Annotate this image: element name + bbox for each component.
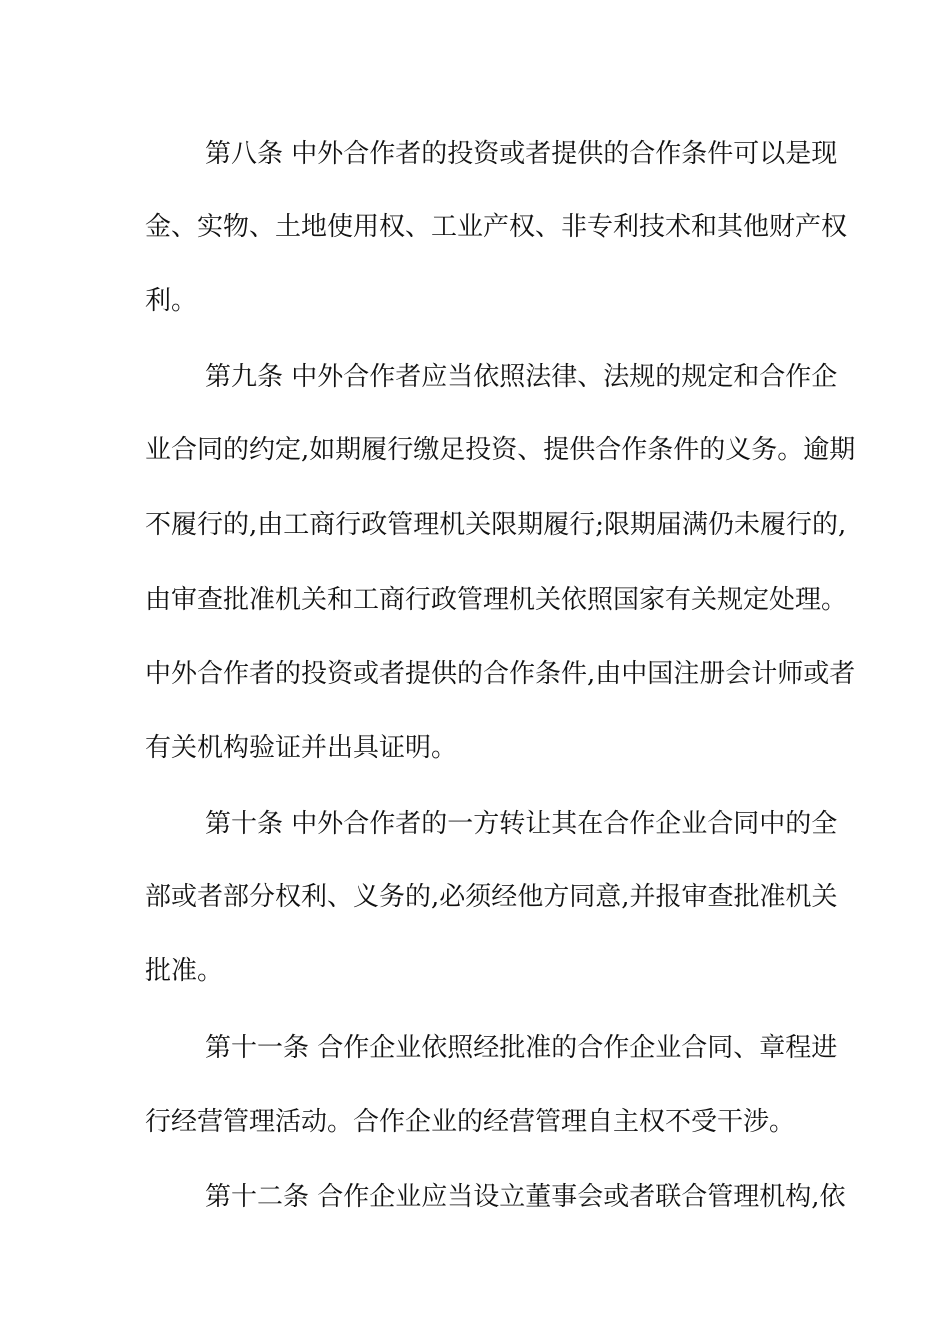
- article-9-line-3: 不履行的,由工商行政管理机关限期履行;限期届满仍未履行的,: [145, 510, 847, 540]
- article-10-line-1: 第十条 中外合作者的一方转让其在合作企业合同中的全: [205, 809, 838, 839]
- article-9-line-2: 业合同的约定,如期履行缴足投资、提供合作条件的义务。逾期: [145, 435, 856, 465]
- article-8-line-2: 金、实物、土地使用权、工业产权、非专利技术和其他财产权: [145, 212, 848, 242]
- article-10-line-3: 批准。: [145, 956, 224, 986]
- article-9-line-5: 中外合作者的投资或者提供的合作条件,由中国注册会计师或者: [145, 659, 856, 689]
- article-10-line-2: 部或者部分权利、义务的,必须经他方同意,并报审查批准机关: [145, 882, 838, 912]
- article-8-line-1: 第八条 中外合作者的投资或者提供的合作条件可以是现: [205, 139, 838, 169]
- article-9-line-6: 有关机构验证并出具证明。: [145, 733, 458, 763]
- article-8-line-3: 利。: [145, 286, 198, 316]
- article-9-line-4: 由审查批准机关和工商行政管理机关依照国家有关规定处理。: [145, 585, 848, 615]
- article-12-line-1: 第十二条 合作企业应当设立董事会或者联合管理机构,依: [205, 1182, 846, 1212]
- article-9-line-1: 第九条 中外合作者应当依照法律、法规的规定和合作企: [205, 362, 838, 392]
- article-11-line-1: 第十一条 合作企业依照经批准的合作企业合同、章程进: [205, 1033, 838, 1063]
- article-11-line-2: 行经营管理活动。合作企业的经营管理自主权不受干涉。: [145, 1107, 796, 1137]
